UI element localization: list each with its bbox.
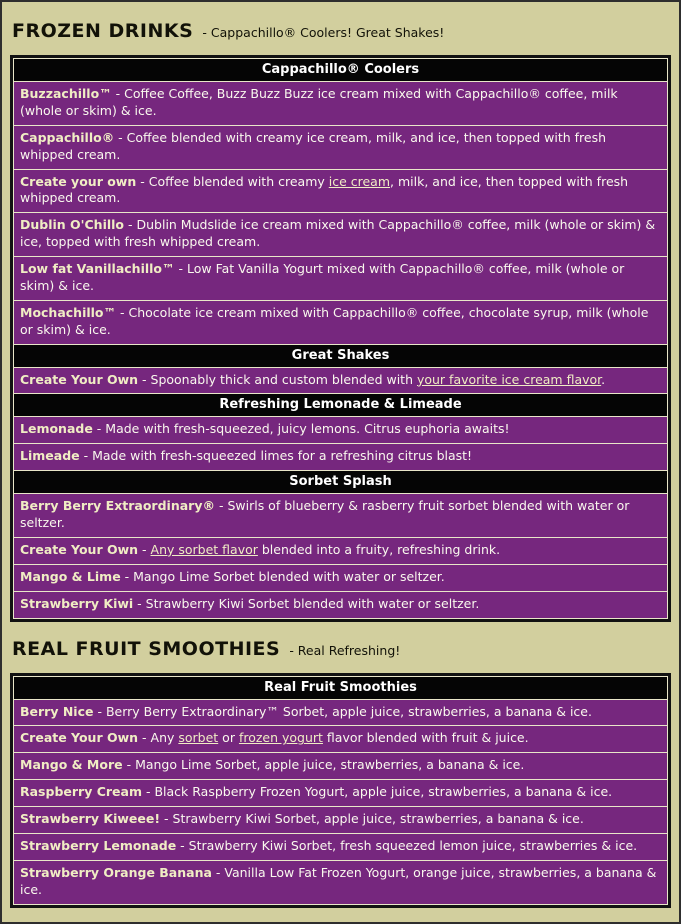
item-desc-text: Strawberry Kiwi Sorbet, fresh squeezed lemon juice, strawberries & ice. (188, 837, 638, 853)
menu-table (10, 673, 671, 908)
item-separator: - (92, 421, 106, 437)
item-desc-text: Black Raspberry Frozen Yogurt, apple juice, strawberries, a banana & ice. (154, 784, 613, 800)
item-name: Mango & More (20, 757, 123, 773)
menu-item-row (14, 301, 667, 344)
item-separator: - (116, 304, 129, 320)
menu-item-row (14, 368, 667, 394)
section-subtitle: - Cappachillo® Coolers! Great Shakes! (202, 25, 445, 40)
menu-item (14, 538, 667, 564)
item-desc-text: Spoonably thick and custom blended with (150, 371, 417, 387)
menu-item-row (14, 444, 667, 470)
menu-item-row (14, 753, 667, 779)
item-desc-text: Made with fresh-squeezed, juicy lemons. Citrus euphoria awaits! (105, 421, 510, 437)
menu-section (10, 20, 671, 622)
menu-item-row (14, 417, 667, 443)
item-separator: - (176, 837, 189, 853)
item-name: Raspberry Cream (20, 784, 142, 800)
item-name: Limeade (20, 448, 80, 464)
menu-group-header: Refreshing Lemonade & Limeade (14, 394, 667, 416)
section-title: FROZEN DRINKS (12, 20, 194, 42)
item-link[interactable]: frozen yogurt (238, 730, 323, 746)
item-desc-text: Chocolate ice cream mixed with Cappachillo® coffee, chocolate syrup, milk (whole or skim) & ice. (20, 304, 649, 337)
section-title: REAL FRUIT SMOOTHIES (12, 637, 281, 660)
item-name: Mochachillo™ (20, 304, 117, 320)
menu-item-row (14, 170, 667, 213)
menu-item-row (14, 126, 667, 169)
item-name: Buzzachillo™ (20, 86, 112, 101)
item-separator: - (138, 730, 151, 746)
item-desc-text: Vanilla Low Fat Frozen Yogurt, orange juice, strawberries, a banana & ice. (20, 864, 657, 897)
item-name: Strawberry Orange Banana (20, 864, 212, 880)
menu-group-header: Sorbet Splash (14, 471, 667, 493)
item-separator: - (214, 498, 228, 514)
menu-item-row (14, 213, 667, 256)
menu-item (14, 417, 667, 443)
menu-item-row (14, 726, 667, 752)
item-desc-text: Dublin Mudslide ice cream mixed with Cappachillo® coffee, milk (whole or skim) & ice, topped with fresh whipped cream. (20, 217, 656, 250)
menu-item-row (14, 700, 667, 726)
item-name: Strawberry Kiweee! (20, 811, 161, 826)
item-name: Lemonade (20, 421, 93, 437)
item-desc-text: Coffee blended with creamy ice cream, milk, and ice, then topped with fresh whipped cream. (20, 129, 607, 162)
item-separator: - (160, 811, 173, 826)
menu-item-row (14, 807, 667, 833)
menu-item-row (14, 565, 667, 591)
menu-group-row (14, 59, 667, 81)
menu-item (14, 368, 667, 394)
section-heading (12, 20, 669, 42)
menu-page (10, 20, 671, 908)
item-separator: - (120, 568, 134, 584)
menu-item (14, 170, 667, 213)
menu-item (14, 592, 667, 618)
item-desc-text: flavor blended with fruit & juice. (322, 730, 529, 746)
menu-group-row (14, 394, 667, 416)
item-name: Low fat Vanillachillo™ (20, 261, 175, 276)
menu-item (14, 726, 667, 752)
item-name: Create Your Own (20, 730, 139, 746)
item-desc-text: Strawberry Kiwi Sorbet, apple juice, strawberries, a banana & ice. (172, 811, 584, 826)
item-name: Berry Berry Extraordinary® (20, 498, 215, 514)
item-desc-text: Any (150, 730, 179, 746)
menu-item (14, 834, 667, 860)
menu-section (10, 638, 671, 908)
item-name: Create your own (20, 173, 137, 189)
menu-item (14, 861, 667, 904)
item-separator: - (122, 757, 136, 773)
menu-item-row (14, 538, 667, 564)
menu-item (14, 82, 667, 125)
item-name: Mango & Lime (20, 568, 121, 584)
menu-group-header: Cappachillo® Coolers (14, 59, 667, 81)
menu-item (14, 700, 667, 726)
item-separator: - (79, 448, 93, 464)
menu-item-row (14, 834, 667, 860)
item-separator: - (138, 541, 151, 557)
item-name: Dublin O'Chillo (20, 217, 125, 233)
menu-group-row (14, 677, 667, 699)
item-desc-text: , milk, and ice, then topped with fresh whipped cream. (20, 173, 629, 206)
item-desc-text: Swirls of blueberry & rasberry fruit sorbet blended with water or seltzer. (20, 498, 630, 530)
menu-item (14, 753, 667, 779)
menu-group-row (14, 471, 667, 493)
item-separator: - (114, 129, 127, 145)
item-link[interactable]: your favorite ice cream flavor (416, 371, 602, 387)
item-name: Strawberry Lemonade (20, 837, 177, 853)
item-desc-text: Berry Berry Extraordinary™ Sorbet, apple juice, strawberries, a banana & ice. (105, 703, 592, 719)
menu-item-row (14, 82, 667, 125)
item-desc-text: Coffee blended with creamy (148, 173, 329, 189)
item-link[interactable]: ice cream (328, 173, 391, 189)
item-desc-text: or (218, 730, 239, 746)
menu-group-row (14, 345, 667, 367)
menu-item (14, 126, 667, 169)
item-name: Berry Nice (20, 703, 94, 719)
item-separator: - (138, 371, 151, 387)
menu-item-row (14, 861, 667, 904)
item-desc-text: Low Fat Vanilla Yogurt mixed with Cappachillo® coffee, milk (whole or skim) & ice. (20, 261, 625, 293)
menu-item (14, 213, 667, 256)
menu-item (14, 494, 667, 537)
menu-item-row (14, 257, 667, 300)
item-desc-text: Mango Lime Sorbet, apple juice, strawberries, a banana & ice. (135, 757, 525, 773)
item-name: Strawberry Kiwi (20, 595, 134, 611)
item-separator: - (133, 595, 146, 611)
section-subtitle: - Real Refreshing! (289, 642, 401, 658)
item-desc-text: Strawberry Kiwi Sorbet blended with water or seltzer. (145, 595, 480, 611)
item-name: Create Your Own (20, 541, 139, 557)
menu-item-row (14, 494, 667, 537)
item-separator: - (124, 217, 137, 233)
item-desc-text: Made with fresh-squeezed limes for a refreshing citrus blast! (92, 448, 473, 464)
item-desc-text: . (601, 371, 606, 387)
item-desc-text: Coffee Coffee, Buzz Buzz Buzz ice cream mixed with Cappachillo® coffee, milk (whole or skim) & ice. (20, 86, 618, 118)
menu-item (14, 807, 667, 833)
item-separator: - (136, 173, 149, 189)
menu-table (10, 55, 671, 622)
menu-item (14, 444, 667, 470)
menu-item (14, 565, 667, 591)
item-name: Create Your Own (20, 371, 139, 387)
menu-item-row (14, 780, 667, 806)
item-separator: - (93, 703, 106, 719)
item-separator: - (211, 864, 225, 880)
item-separator: - (141, 784, 155, 800)
item-desc-text: blended into a fruity, refreshing drink. (257, 541, 501, 557)
menu-group-header: Great Shakes (14, 345, 667, 367)
menu-item (14, 780, 667, 806)
item-name: Cappachillo® (20, 129, 115, 145)
item-link[interactable]: sorbet (178, 730, 219, 746)
section-heading (12, 638, 669, 660)
item-desc-text: Mango Lime Sorbet blended with water or seltzer. (133, 568, 445, 584)
item-separator: - (111, 86, 125, 101)
item-link[interactable]: Any sorbet flavor (150, 541, 258, 557)
menu-group-header: Real Fruit Smoothies (14, 677, 667, 699)
menu-item (14, 301, 667, 344)
menu-item-row (14, 592, 667, 618)
item-separator: - (174, 261, 187, 276)
menu-item (14, 257, 667, 300)
